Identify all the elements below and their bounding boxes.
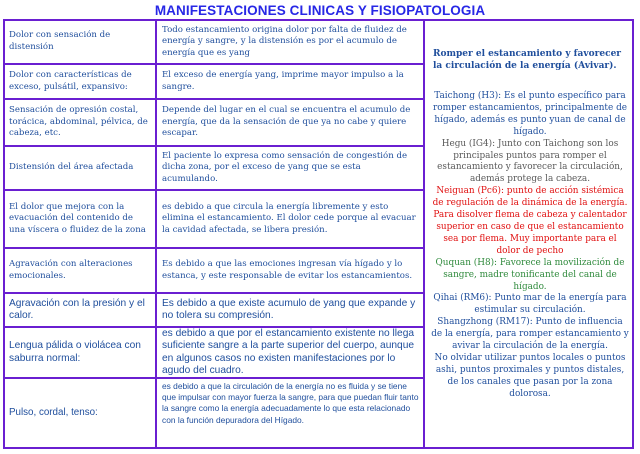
table-row (5, 249, 425, 294)
physiopathology-cell: El paciente lo expresa como sensación de congestión de dicha zona, por el exceso de yang que se esta acumulando. (157, 147, 425, 189)
page-title: MANIFESTACIONES CLINICAS Y FISIOPATOLOGIA (154, 3, 486, 18)
table-row (5, 328, 425, 379)
table-row (5, 147, 425, 191)
manifestation-cell: Sensación de opresión costal, torácica, abdominal, pélvica, de cabeza, etc. (5, 100, 157, 145)
table-row (5, 100, 425, 147)
clinical-table (3, 19, 634, 449)
table-row (5, 65, 425, 100)
manifestation-cell: Dolor con sensación de distensión (5, 21, 157, 63)
table-row (5, 379, 425, 447)
manifestation-cell: Distensión del área afectada (5, 147, 157, 189)
acupoint-ququan: Ququan (H8): Favorece la movilización de sangre, madre tonificante del canal de hígado. (435, 257, 625, 292)
acupoint-taichong: Taichong (H3): Es el punto específico para romper estancamientos, principalmente de hígado, además es punto yuan de canal de hígado. (432, 91, 628, 137)
physiopathology-cell: Todo estancamiento origina dolor por falta de fluidez de energía y sangre, y la distensión es por el acumulo de energía que es yang (157, 21, 425, 63)
table-row (5, 21, 425, 65)
manifestation-cell: Agravación con la presión y el calor. (5, 294, 157, 326)
manifestation-cell: Dolor con características de exceso, pulsátil, expansivo: (5, 65, 157, 98)
manifestation-cell: Lengua pálida o violácea con saburra normal: (5, 328, 157, 377)
treatment-heading: Romper el estancamiento y favorecer la circulación de la energía (Avivar). (433, 49, 622, 71)
manifestation-cell: El dolor que mejora con la evacuación del contenido de una víscera o fluidez de la zona (5, 191, 157, 247)
physiopathology-cell: Depende del lugar en el cual se encuentra el acumulo de energía, que da la sensación de que ya no cabe y quiere escapar. (157, 100, 425, 145)
physiopathology-cell: El exceso de energía yang, imprime mayor impulso a la sangre. (157, 65, 425, 98)
acupoint-neiguan: Neiguan (Pc6): punto de acción sistémica de regulación de la dinámica de la energía. Para disolver flema de cabeza y calentador superior en caso de que el estancamiento sea por flema. Muy importante para el dolor de pecho (432, 186, 628, 256)
treatment-column (425, 21, 632, 447)
physiopathology-cell: Es debido a que las emociones ingresan vía hígado y lo estanca, y este responsable de evitar los estancamientos. (157, 249, 425, 292)
physiopathology-cell: es debido a que la circulación de la energía no es fluida y se tiene que impulsar con mayor fuerza la sangre, para que puedan fluir tanto la sangre como la energía adecuadamente lo que esta relacionado con la función depuradora del Hígado. (157, 379, 425, 447)
acupoint-hegu: Hegu (IG4): Junto con Taichong son los principales puntos para romper el estancamiento y favorecer la circulación, además protege la cabeza. (437, 138, 623, 185)
treatment-note: No olvidar utilizar puntos locales o puntos ashi, puntos proximales y puntos distales, de los canales que pasan por la zona dolorosa. (434, 352, 626, 399)
manifestation-cell: Pulso, cordal, tenso: (5, 379, 157, 447)
physiopathology-cell: Es debido a que existe acumulo de yang que expande y no tolera su compresión. (157, 294, 425, 326)
table-row (5, 294, 425, 328)
acupoint-shangzhong: Shangzhong (RM17): Punto de influencia de la energía, para romper estancamiento y avivar la circulación de la energía. (431, 317, 629, 352)
physiopathology-cell: es debido a que por el estancamiento existente no llega suficiente sangre a la parte superior del cuerpo, aunque en algunos casos no existen manifestaciones por lo agudo del cuadro. (157, 328, 425, 377)
acupoint-qihai: Qihai (RM6): Punto mar de la energía para estimular su circulación. (433, 293, 627, 316)
physiopathology-cell: es debido a que circula la energía libremente y esto elimina el estancamiento. El dolor cede porque al evacuar la cavidad afectada, se libera presión. (157, 191, 425, 247)
table-row (5, 191, 425, 249)
treatment-points (431, 91, 629, 401)
manifestations-column (5, 21, 425, 447)
manifestation-cell: Agravación con alteraciones emocionales. (5, 249, 157, 292)
